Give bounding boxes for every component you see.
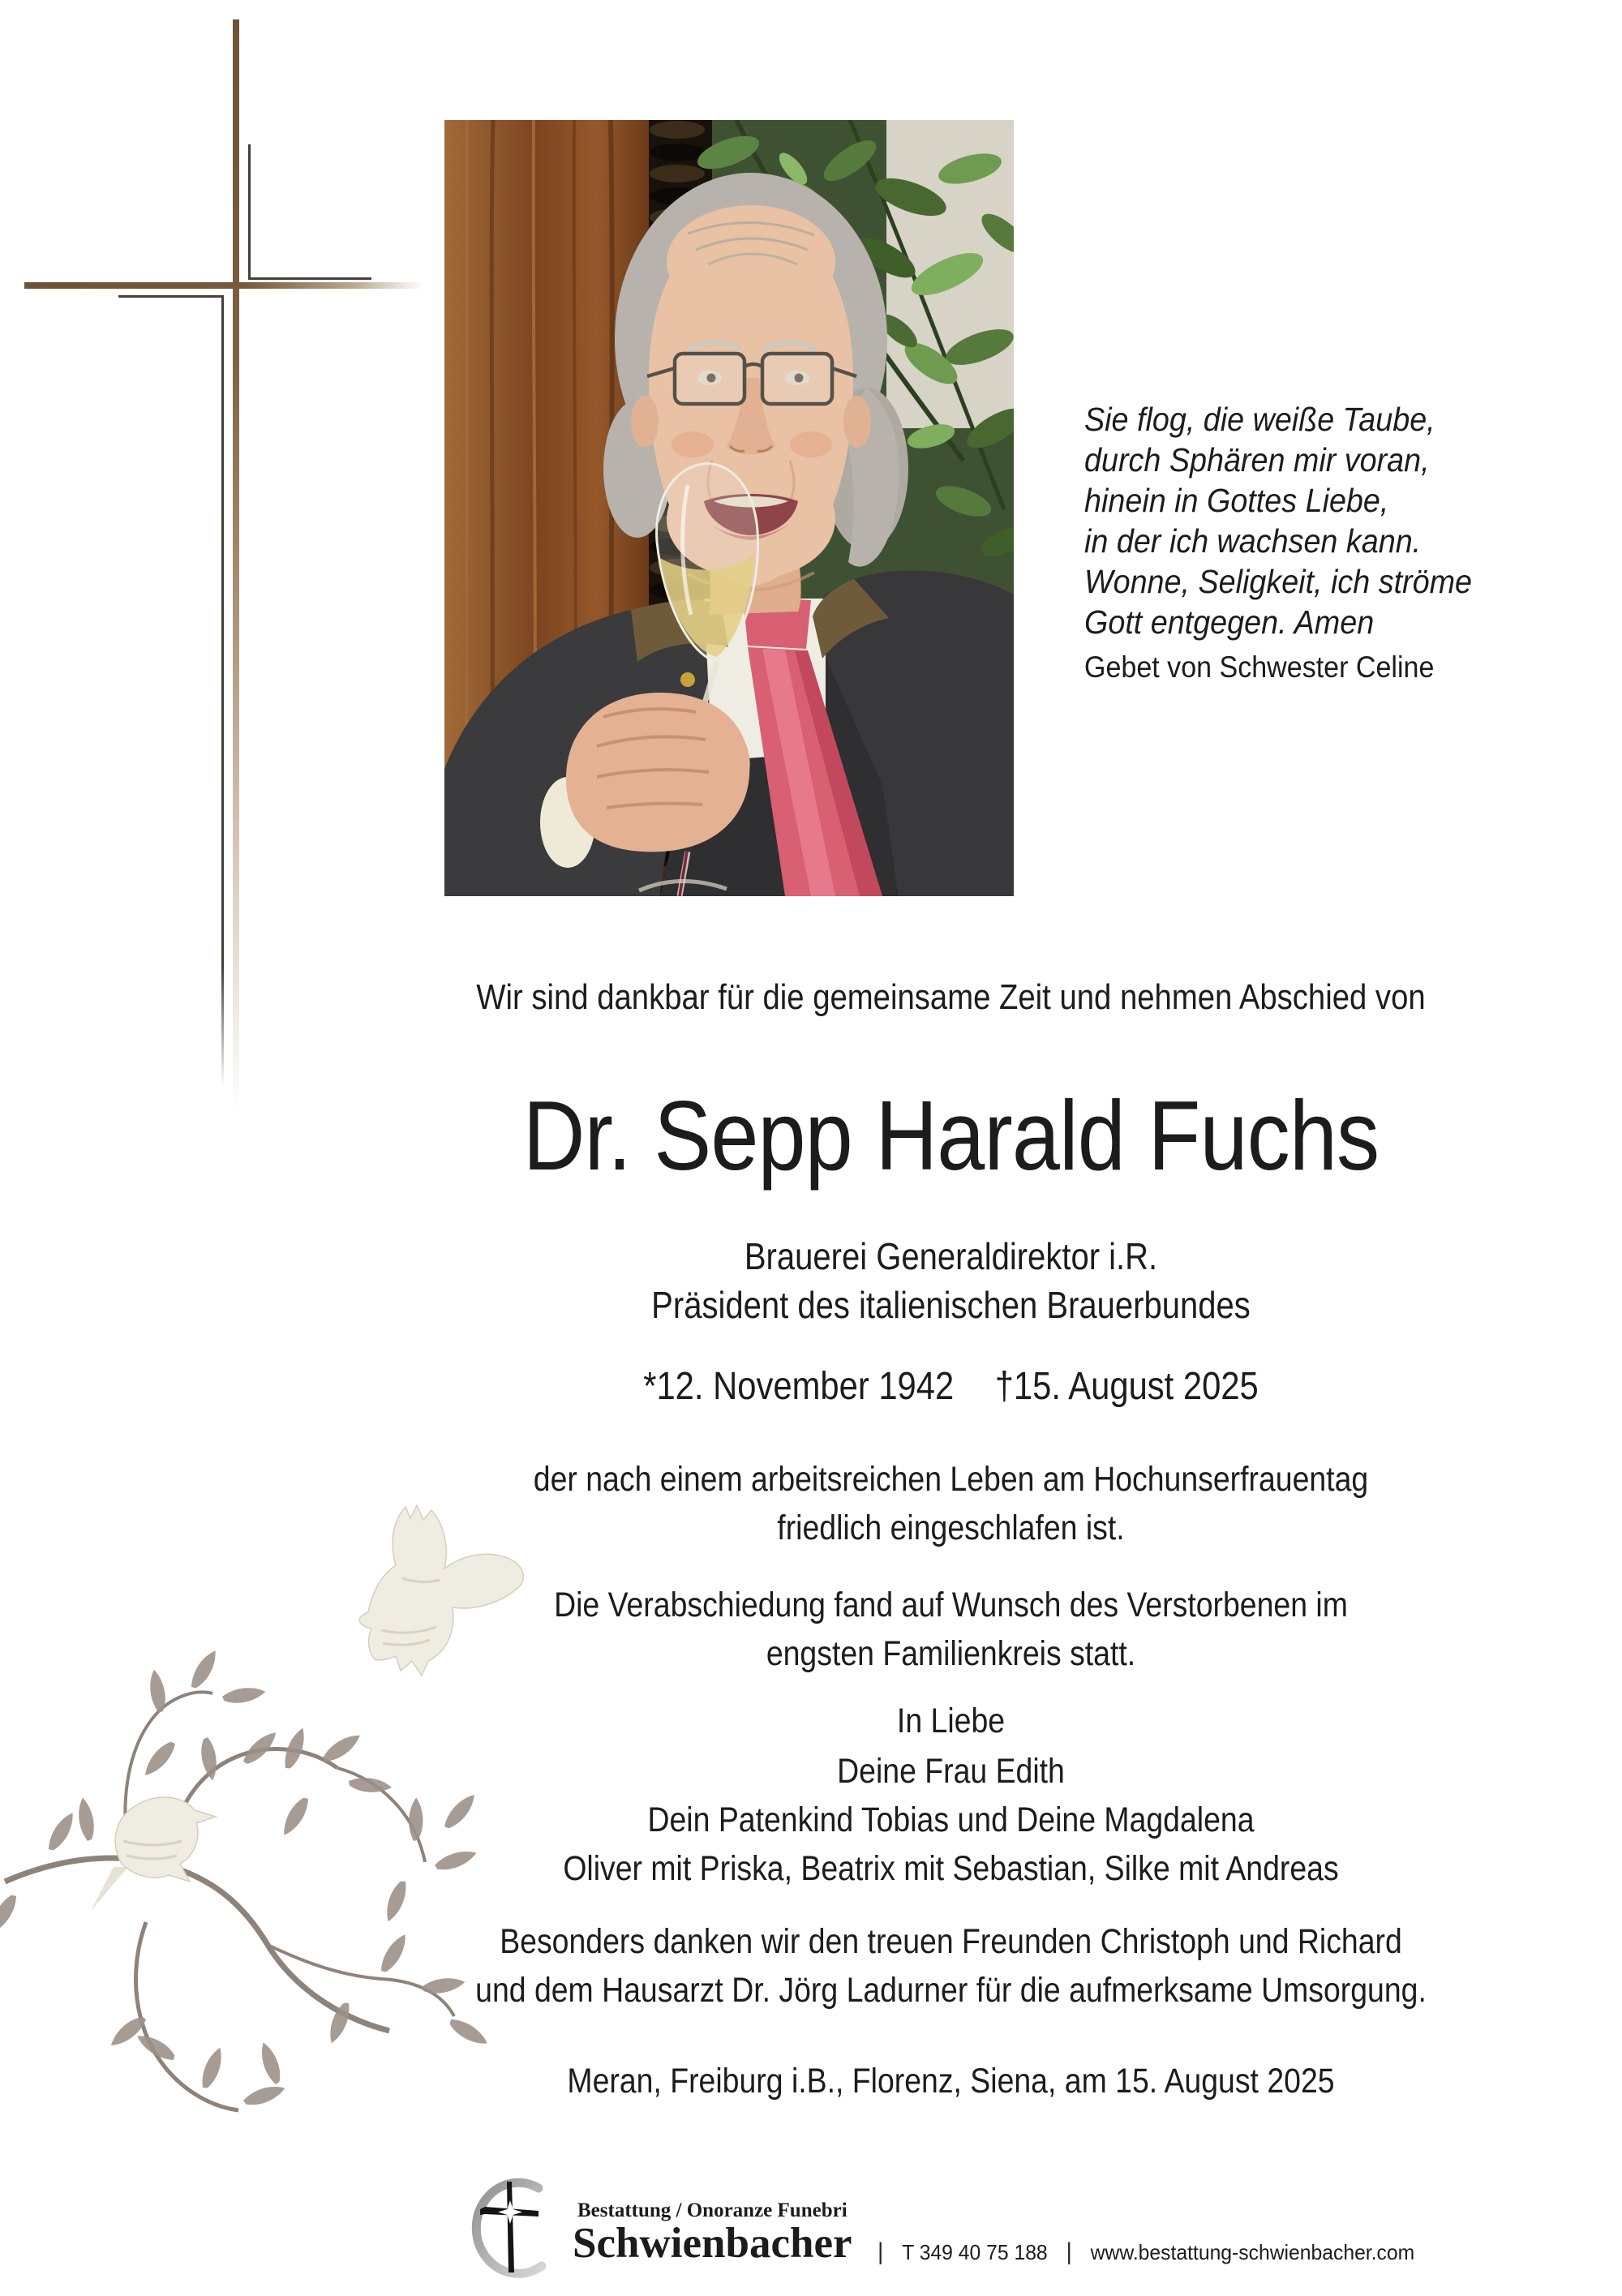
- salutation: In Liebe: [896, 1702, 1006, 1740]
- family-line-3: Oliver mit Priska, Beatrix mit Sebastian, Silke mit Andreas: [563, 1849, 1339, 1888]
- poem-line: hinein in Gottes Liebe,: [1084, 482, 1389, 519]
- poem-line: Gott entgegen. Amen: [1084, 603, 1375, 641]
- perched-bird-icon: [91, 1797, 216, 1911]
- poem-line: durch Sphären mir voran,: [1084, 441, 1430, 479]
- family-line-1: Deine Frau Edith: [837, 1752, 1065, 1791]
- poem-line: Sie flog, die weiße Taube,: [1084, 401, 1435, 438]
- flying-dove-icon: [359, 1505, 523, 1676]
- thanks-line-1: Besonders danken wir den treuen Freunden Christoph und Richard: [500, 1922, 1402, 1961]
- funeral-home-name: Schwienbacher: [573, 2220, 852, 2267]
- deceased-role-1: Brauerei Generaldirektor i.R.: [744, 1235, 1158, 1277]
- birth-date: *12. November 1942: [643, 1365, 955, 1408]
- separator: |: [878, 2238, 884, 2265]
- cross-accent-line: [118, 295, 224, 298]
- farewell-line-2: engsten Familienkreis statt.: [766, 1634, 1136, 1673]
- funeral-home-tagline: Bestattung / Onoranze Funebri: [577, 2199, 847, 2221]
- footer-contact-row: [878, 2238, 1414, 2266]
- branch-with-birds-icon: [0, 1500, 535, 2157]
- separator: |: [1066, 2238, 1072, 2265]
- life-dates: [335, 1364, 1566, 1409]
- passing-line-1: der nach einem arbeitsreichen Leben am Hochunserfrauentag: [533, 1460, 1369, 1499]
- cross-accent-line: [248, 144, 251, 280]
- poem-line: Wonne, Seligkeit, ich ströme: [1084, 563, 1472, 600]
- website-url: www.bestattung-schwienbacher.com: [1090, 2239, 1415, 2264]
- passing-line-2: friedlich eingeschlafen ist.: [777, 1508, 1125, 1547]
- deceased-name: Dr. Sepp Harald Fuchs: [522, 1080, 1380, 1191]
- poem-attribution: Gebet von Schwester Celine: [1084, 650, 1435, 684]
- deceased-role-2: Präsident des italienischen Brauerbundes: [651, 1284, 1251, 1326]
- family-line-2: Dein Patenkind Tobias und Deine Magdalena: [647, 1800, 1255, 1839]
- cross-horizontal-bar: [24, 282, 423, 289]
- logo-cross-crescent-icon: [461, 2175, 574, 2281]
- intro-line: Wir sind dankbar für die gemeinsame Zeit und nehmen Abschied von: [476, 977, 1426, 1017]
- farewell-line-1: Die Verabschiedung fand auf Wunsch des Verstorbenen im: [554, 1586, 1348, 1624]
- portrait-photo: [444, 120, 1014, 896]
- death-date: †15. August 2025: [994, 1365, 1259, 1408]
- thanks-line-2: und dem Hausarzt Dr. Jörg Ladurner für die aufmerksame Umsorgung.: [475, 1971, 1427, 2010]
- cross-accent-line: [248, 277, 371, 280]
- phone-number: T 349 40 75 188: [902, 2239, 1048, 2264]
- cross-accent-line: [221, 295, 224, 1087]
- cross-vertical-bar: [233, 19, 239, 1114]
- dateline: Meran, Freiburg i.B., Florenz, Siena, am 15. August 2025: [567, 2062, 1335, 2101]
- memorial-poem: [1084, 399, 1502, 642]
- poem-line: in der ich wachsen kann.: [1084, 522, 1422, 560]
